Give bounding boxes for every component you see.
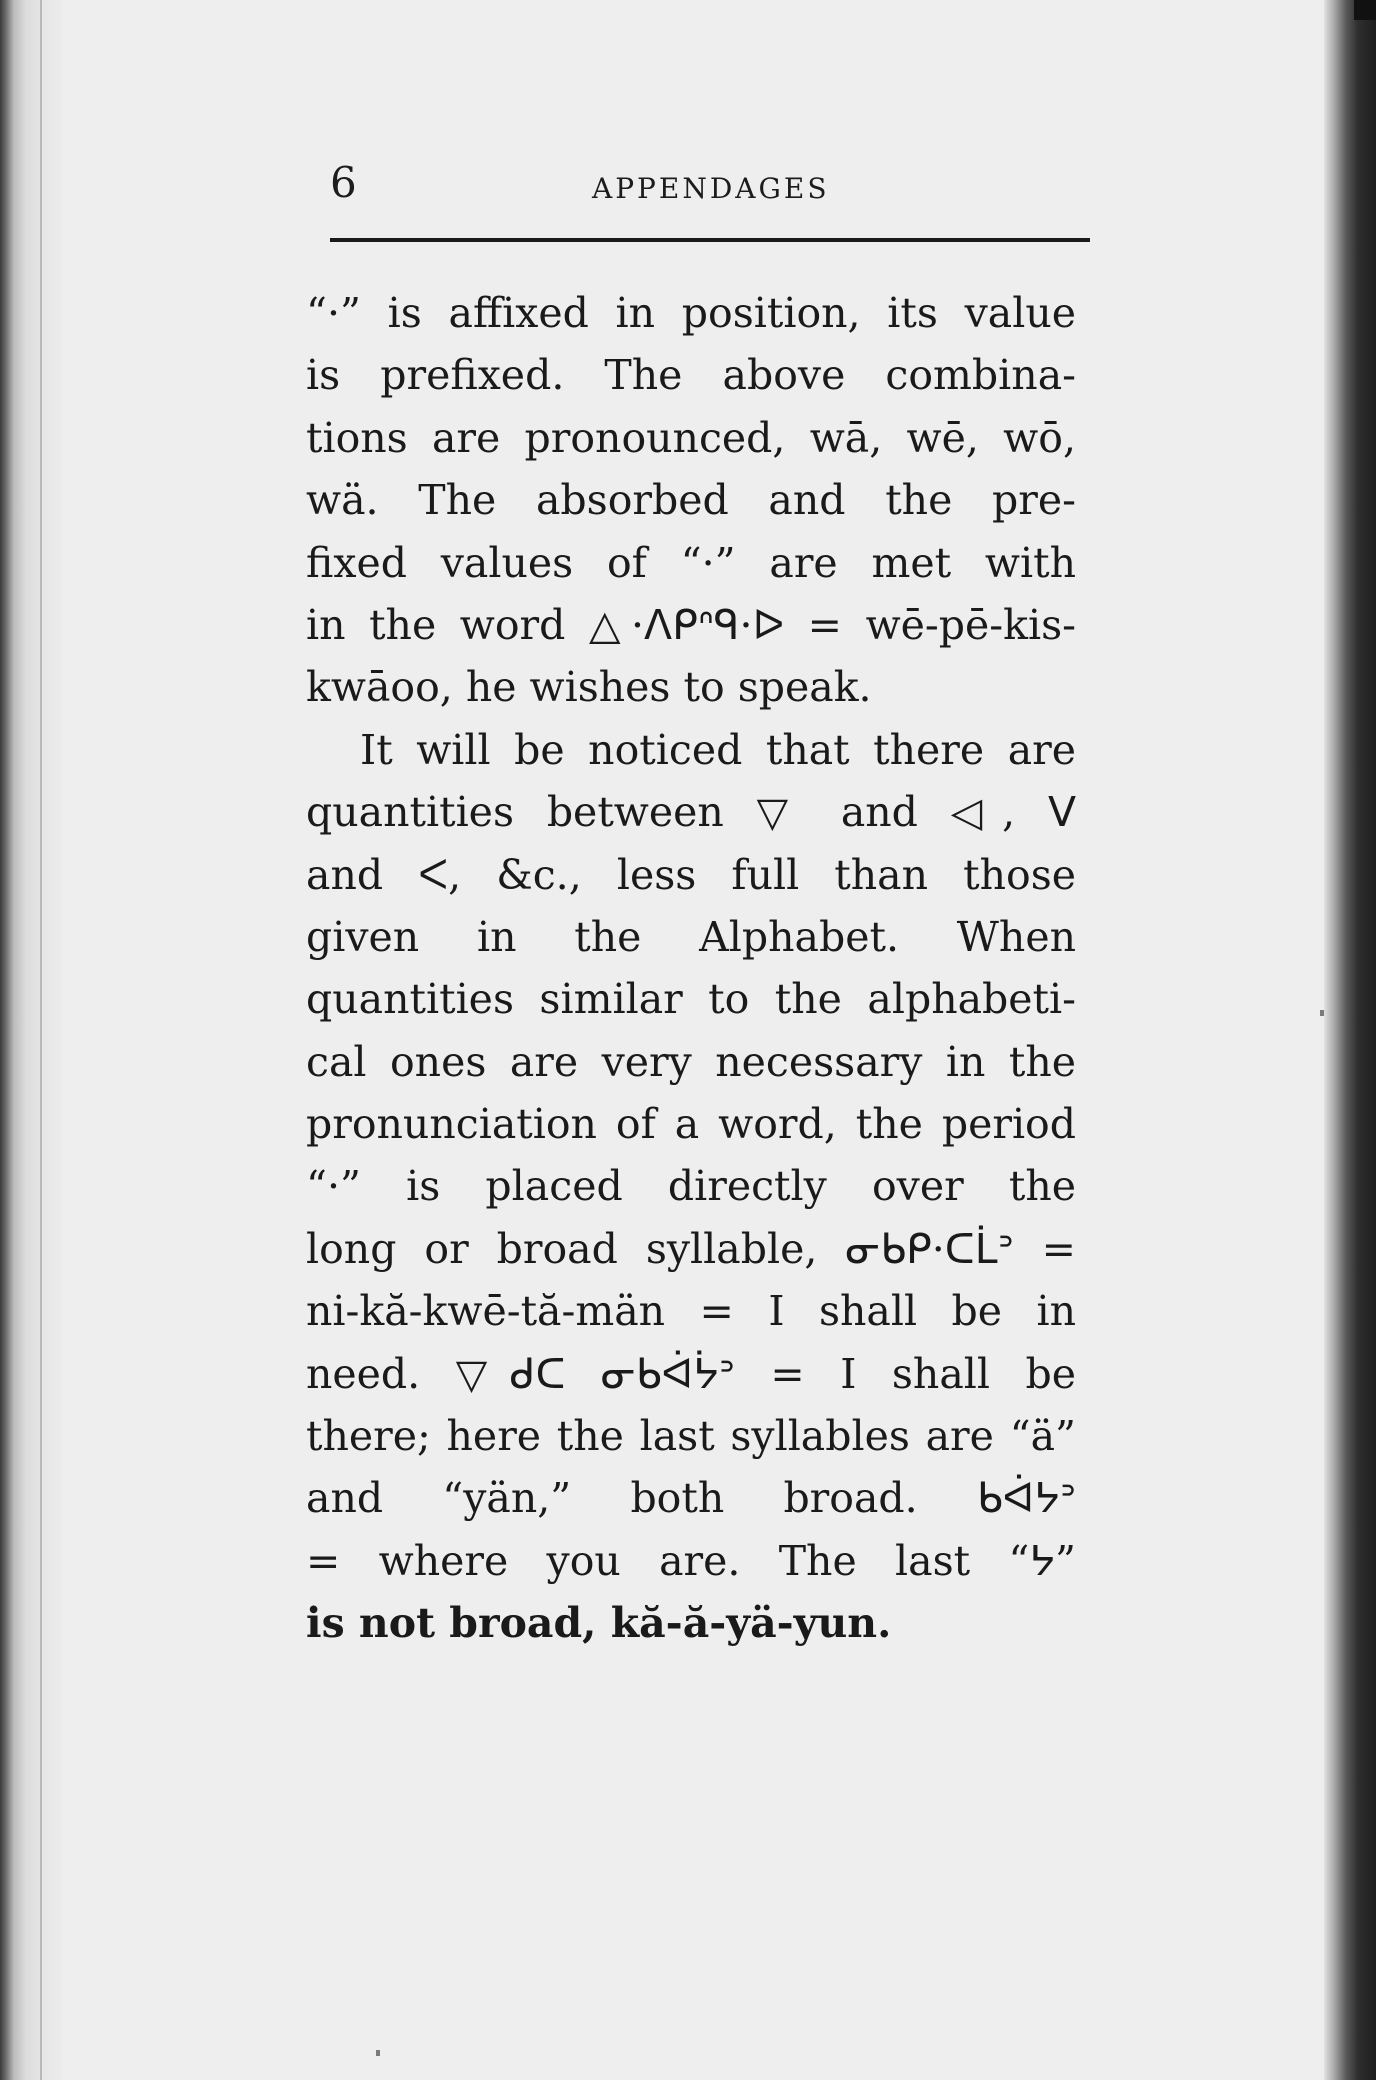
text-line: It will be noticed that there are: [360, 725, 1076, 774]
text-line: ni-kă-kwē-tă-män = I shall be in: [306, 1287, 1076, 1336]
text-line: wä. The absorbed and the pre-: [306, 476, 1076, 525]
text-line: is prefixed. The above combina-: [306, 351, 1076, 400]
text-line: pronunciation of a word, the period: [306, 1100, 1076, 1149]
text-line: is not broad, kă-ă-yä-yun.: [306, 1599, 892, 1648]
body-text: [306, 282, 1076, 1655]
text-line: fixed values of “·” are met with: [306, 538, 1076, 587]
text-line: and “yän,” both broad. ᑲᐋᔭᐣ: [306, 1474, 1076, 1523]
page-corner: [1354, 0, 1376, 20]
margin-speck: [1320, 1010, 1324, 1016]
text-line: “·” is affixed in position, its value: [306, 289, 1076, 337]
page-header: [330, 158, 1090, 228]
text-line: quantities between ▽ and ◁, ᐯ: [306, 788, 1076, 837]
text-line: kwāoo, he wishes to speak.: [306, 663, 872, 712]
text-line: cal ones are very necessary in the: [306, 1037, 1076, 1086]
binding-shadow: [0, 0, 62, 2080]
text-line: need. ▽ᑯᑕ ᓂᑲᐋᔮᐣ = I shall be: [306, 1349, 1076, 1398]
binding-line: [40, 0, 42, 2080]
text-line: “·” is placed directly over the: [306, 1162, 1076, 1211]
header-rule: [330, 238, 1090, 242]
page-number: 6: [330, 158, 357, 207]
text-line: = where you are. The last “ᔭ”: [306, 1536, 1076, 1585]
text-line: quantities similar to the alphabeti-: [306, 975, 1076, 1024]
text-line: there; here the last syllables are “ä”: [306, 1412, 1076, 1461]
text-line: tions are pronounced, wā, wē, wō,: [306, 413, 1076, 462]
text-line: in the word △·ᐱᑭᐢᑫ·ᐅ = wē-pē-kis-: [306, 600, 1076, 649]
text-line: given in the Alphabet. When: [306, 912, 1076, 961]
text-line: long or broad syllable, ᓂᑲᑭ·ᑕᒫᐣ =: [306, 1224, 1076, 1273]
running-title: APPENDAGES: [592, 172, 830, 205]
text-line: and ᐸ, &c., less full than those: [306, 850, 1076, 899]
margin-speck: [376, 2050, 380, 2056]
page-edge: [1324, 0, 1376, 2080]
